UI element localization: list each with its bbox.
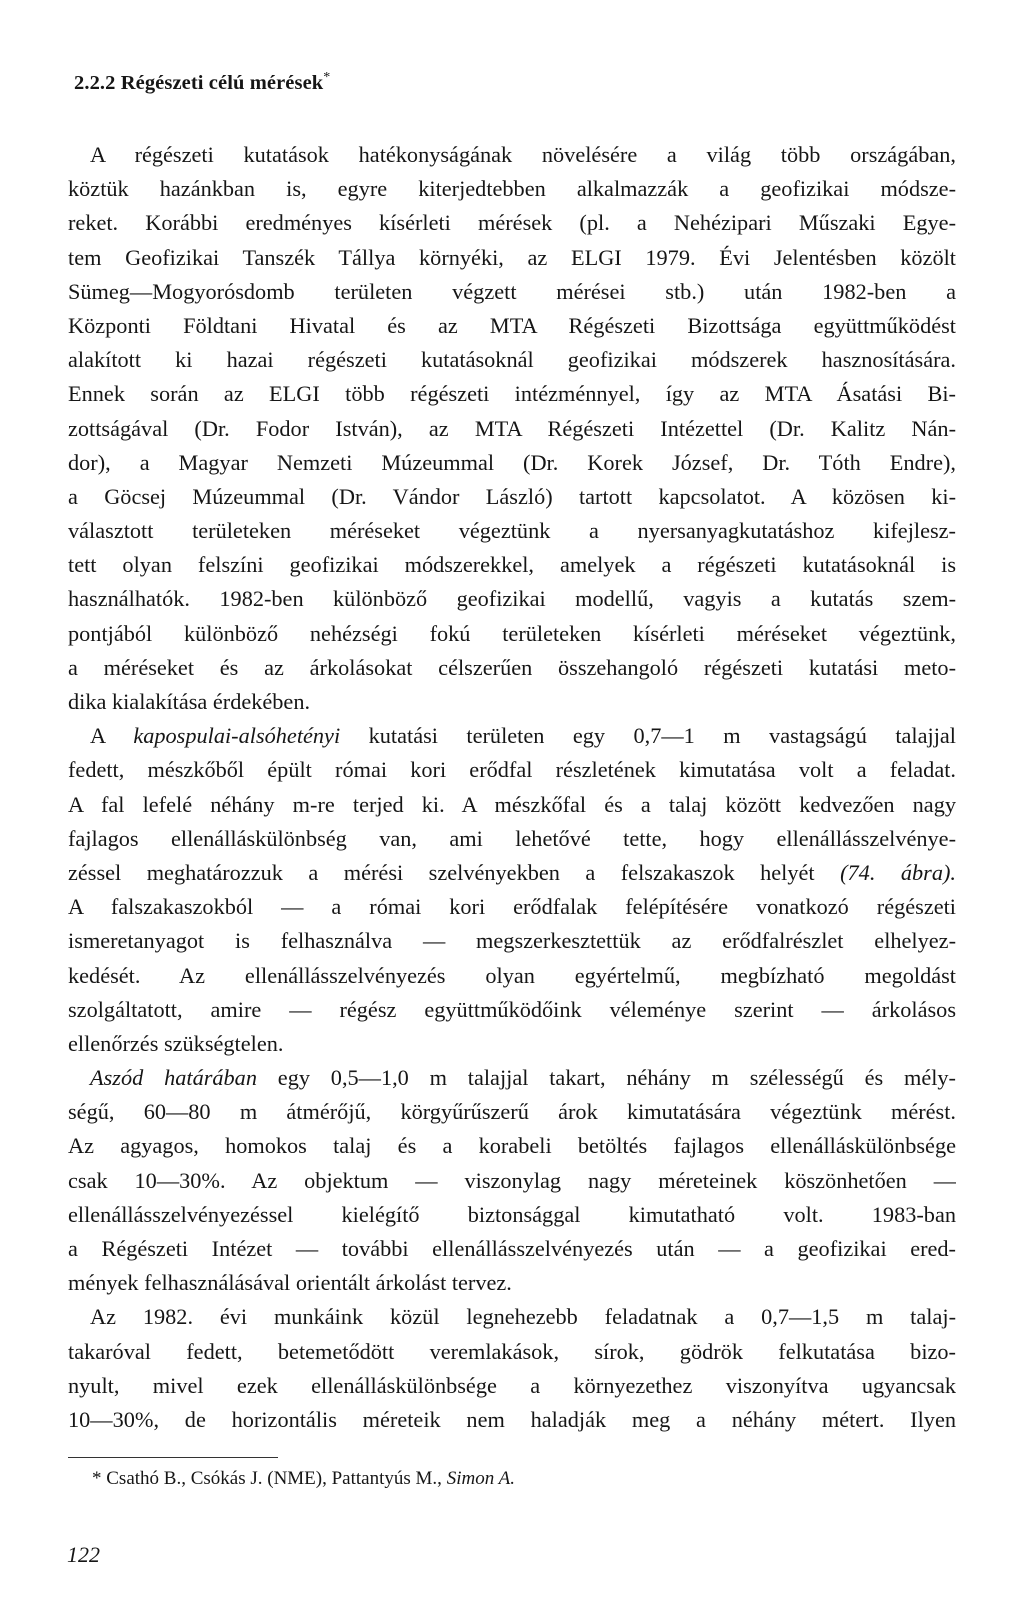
text-line: dika kialakítása érdekében. [68, 689, 311, 714]
text-line: a Régészeti Intézet — további ellenállásszelvényezés után — a geofizikai ered- [68, 1236, 956, 1261]
text-line: ellenállásszelvényezéssel kielégítő biztonsággal kimutatható volt. 1983-ban [68, 1201, 956, 1227]
text-line-with-italic [68, 1061, 956, 1095]
text-line: 10—30%, de horizontális méreteik nem haladják meg a néhány métert. Ilyen [68, 1406, 956, 1432]
section-heading-title: 2.2.2 Régészeti célú mérések [74, 72, 324, 94]
text-line: alakított ki hazai régészeti kutatásoknál geofizikai módszerek hasznosítására. [68, 347, 956, 373]
body-text [68, 138, 956, 1437]
text-line-with-figure-ref [68, 856, 956, 890]
text-line: fedett, mészkőből épült római kori erődfal részletének kimutatása volt a feladat. [68, 757, 956, 783]
footnote-last-author: Simon A. [446, 1468, 515, 1489]
line-prefix: A [90, 723, 134, 749]
text-line: választott területeken méréseket végeztünk a nyersanyagkutatáshoz kifejlesz- [68, 518, 956, 544]
line-text: zéssel meghatározzuk a mérési szelvényekben a felszakaszok helyét [68, 859, 815, 885]
text-line: Központi Földtani Hivatal és az MTA Régészeti Bizottsága együttműködést [68, 312, 956, 338]
text-line: használhatók. 1982-ben különböző geofizikai modellű, vagyis a kutatás szem- [68, 586, 956, 612]
section-heading [74, 72, 330, 95]
text-line: Sümeg—Mogyorósdomb területen végzett mérései stb.) után 1982-ben a [68, 278, 956, 304]
footnote-reference-marker: * [323, 70, 331, 85]
footnote-authors: Csathó B., Csókás J. (NME), Pattantyús M., [106, 1468, 442, 1489]
text-line: a Göcsej Múzeummal (Dr. Vándor László) tartott kapcsolatot. A közösen ki- [68, 483, 956, 509]
text-line: takaróval fedett, betemetődött veremlakások, sírok, gödrök felkutatása bizo- [68, 1338, 956, 1364]
text-line: nyult, mivel ezek ellenálláskülönbsége a környezethez viszonyítva ugyancsak [68, 1372, 956, 1398]
footnote-marker: * [92, 1468, 102, 1489]
text-line: dor), a Magyar Nemzeti Múzeummal (Dr. Korek József, Dr. Tóth Endre), [68, 449, 956, 475]
italic-place-name: kapospulai-alsóhetényi [133, 723, 341, 749]
text-line: mények felhasználásával orientált árkolást tervez. [68, 1270, 512, 1296]
page-number: 122 [67, 1542, 100, 1567]
text-line: szolgáltatott, amire — régész együttműködőink véleménye szerint — árkolásos [68, 996, 956, 1022]
text-line: tett olyan felszíni geofizikai módszerekkel, amelyek a régészeti kutatásoknál is [68, 552, 956, 578]
text-line: ségű, 60—80 m átmérőjű, körgyűrűszerű árok kimutatására végeztünk mérést. [68, 1099, 956, 1125]
text-line: A régészeti kutatások hatékonyságának növelésére a világ több országában, [90, 142, 956, 167]
line-remainder: kutatási területen egy 0,7—1 m vastagságú talajjal [368, 723, 956, 749]
text-line: zottságával (Dr. Fodor István), az MTA Régészeti Intézettel (Dr. Kalitz Nán- [68, 415, 956, 441]
footnote-divider [68, 1457, 278, 1458]
text-line: kedését. Az ellenállásszelvényezés olyan egyértelmű, megbízható megoldást [68, 962, 956, 988]
text-line: Az agyagos, homokos talaj és a korabeli betöltés fajlagos ellenálláskülönbsége [68, 1133, 956, 1159]
text-line: pontjából különböző nehézségi fokú területeken kísérleti méréseket végeztünk, [68, 620, 956, 646]
footnote [92, 1466, 515, 1492]
line-remainder: egy 0,5—1,0 m talajjal takart, néhány m szélességű és mély- [277, 1065, 956, 1091]
text-line-with-italic [68, 719, 956, 753]
text-line: tem Geofizikai Tanszék Tállya környéki, az ELGI 1979. Évi Jelentésben közölt [68, 244, 956, 270]
text-line: A fal lefelé néhány m-re terjed ki. A mészkőfal és a talaj között kedvezően nagy [68, 791, 956, 817]
text-line: a méréseket és az árkolásokat célszerűen összehangoló régészeti kutatási meto- [68, 654, 956, 680]
figure-reference: (74. ábra). [840, 859, 956, 885]
text-line: ismeretanyagot is felhasználva — megszerkesztettük az erődfalrészlet elhelyez- [68, 928, 956, 954]
text-line: A falszakaszokból — a római kori erődfalak felépítésére vonatkozó régészeti [68, 894, 956, 920]
text-line: Ennek során az ELGI több régészeti intézménnyel, így az MTA Ásatási Bi- [68, 381, 956, 407]
text-line: Az 1982. évi munkáink közül legnehezebb feladatnak a 0,7—1,5 m talaj- [90, 1304, 956, 1330]
italic-place-name: Aszód határában [90, 1065, 257, 1091]
text-line: fajlagos ellenálláskülönbség van, ami lehetővé tette, hogy ellenállásszelvénye- [68, 825, 956, 851]
text-line: csak 10—30%. Az objektum — viszonylag nagy méreteinek köszönhetően — [68, 1167, 956, 1193]
text-line: köztük hazánkban is, egyre kiterjedtebben alkalmazzák a geofizikai módsze- [68, 176, 956, 202]
text-line: reket. Korábbi eredményes kísérleti mérések (pl. a Nehézipari Műszaki Egye- [68, 210, 956, 236]
text-line: ellenőrzés szükségtelen. [68, 1030, 284, 1056]
